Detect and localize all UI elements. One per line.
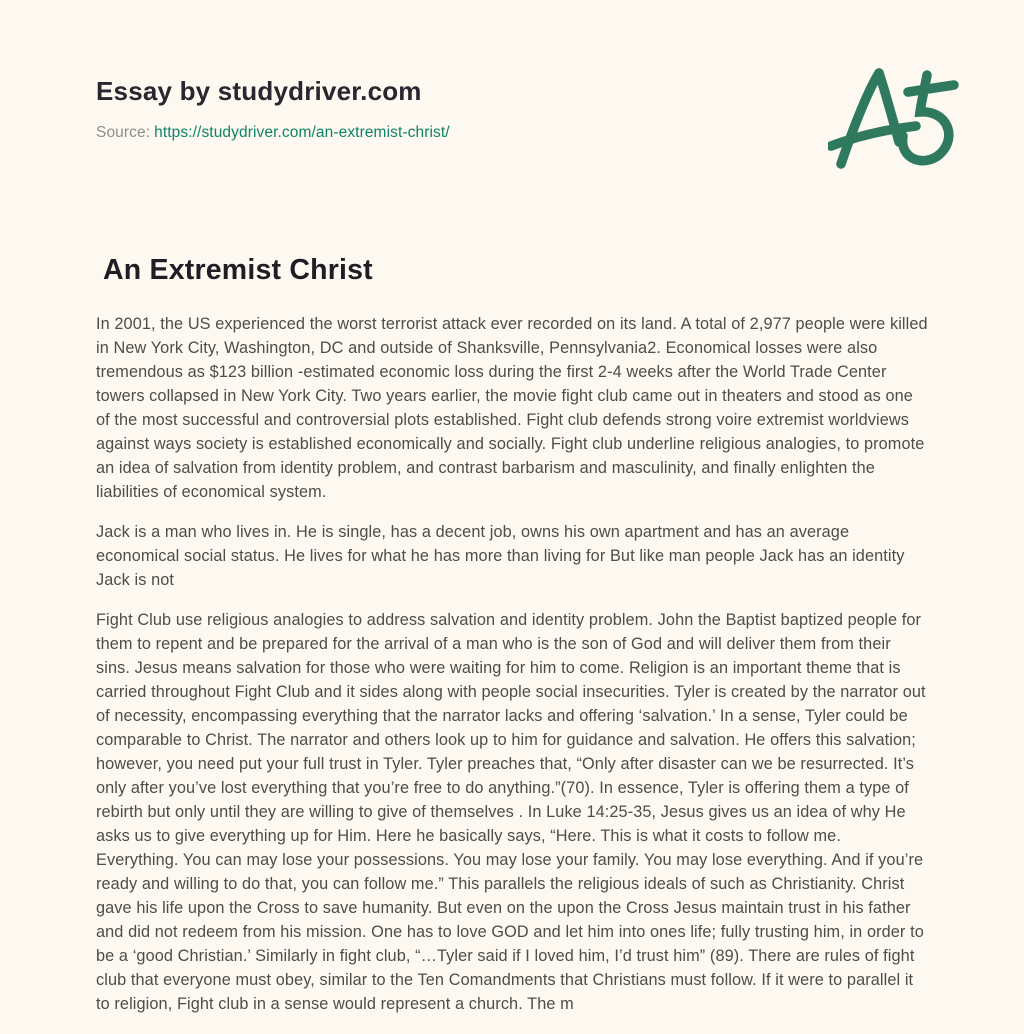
studydriver-a-plus-logo-icon xyxy=(828,62,960,172)
source-link[interactable]: https://studydriver.com/an-extremist-christ/ xyxy=(154,124,450,141)
essay-body xyxy=(96,312,928,1016)
source-label: Source: xyxy=(96,124,151,141)
source-line xyxy=(96,124,928,142)
essay-paragraph-1: In 2001, the US experienced the worst terrorist attack ever recorded on its land. A total of 2,977 people were killed in New York City, Washington, DC and outside of Shanksville, Pennsylvania2. Economical losses were also tremendous as $123 billion -estimated economic loss during the first 2-4 weeks after the World Trade Center towers collapsed in New York City. Two years earlier, the movie fight club came out in theaters and stood as one of the most successful and controversial plots established. Fight club defends strong voire extremist worldviews against ways society is established economically and socially. Fight club underline religious analogies, to promote an idea of salvation from identity problem, and contrast barbarism and masculinity, and finally enlighten the liabilities of economical system. xyxy=(96,315,928,501)
essay-paragraph-2: Jack is a man who lives in. He is single, has a decent job, owns his own apartment and has an average economical social status. He lives for what he has more than living for But like man people Jack has an identity Jack is not xyxy=(96,523,905,589)
essay-title: An Extremist Christ xyxy=(103,254,373,286)
essay-paragraph-3: Fight Club use religious analogies to address salvation and identity problem. John the Baptist baptized people for them to repent and be prepared for the arrival of a man who is the son of God and will deliver them from their sins. Jesus means salvation for those who were waiting for him to come. Religion is an important theme that is carried throughout Fight Club and it sides along with people social insecurities. Tyler is created by the narrator out of necessity, encompassing everything that the narrator lacks and offering ‘salvation.’ In a sense, Tyler could be comparable to Christ. The narrator and others look up to him for guidance and salvation. He offers this salvation; however, you need put your full trust in Tyler. Tyler preaches that, “Only after disaster can we be resurrected. It’s only after you’ve lost everything that you’re free to do anything.”(70). In essence, Tyler is offering them a type of rebirth but only until they are willing to give of themselves . In Luke 14:25-35, Jesus gives us an idea of why He asks us to give everything up for Him. Here he basically says, “Here. This is what it costs to follow me. Everything. You can may lose your possessions. You may lose your family. You may lose everything. And if you’re ready and willing to do that, you can follow me.” This parallels the religious ideals of such as Christianity. Christ gave his life upon the Cross to save humanity. But even on the upon the Cross Jesus maintain trust in his father and did not redeem from his mission. One has to love GOD and let him into ones life; fully trusting him, in order to be a ‘good Christian.’ Similarly in fight club, “…Tyler said if I loved him, I’d trust him” (89). There are rules of fight club that everyone must obey, similar to the Ten Comandments that Christians must follow. If it were to parallel it to religion, Fight club in a sense would represent a church. The m xyxy=(96,611,926,1013)
header-title: Essay by studydriver.com xyxy=(96,76,422,106)
